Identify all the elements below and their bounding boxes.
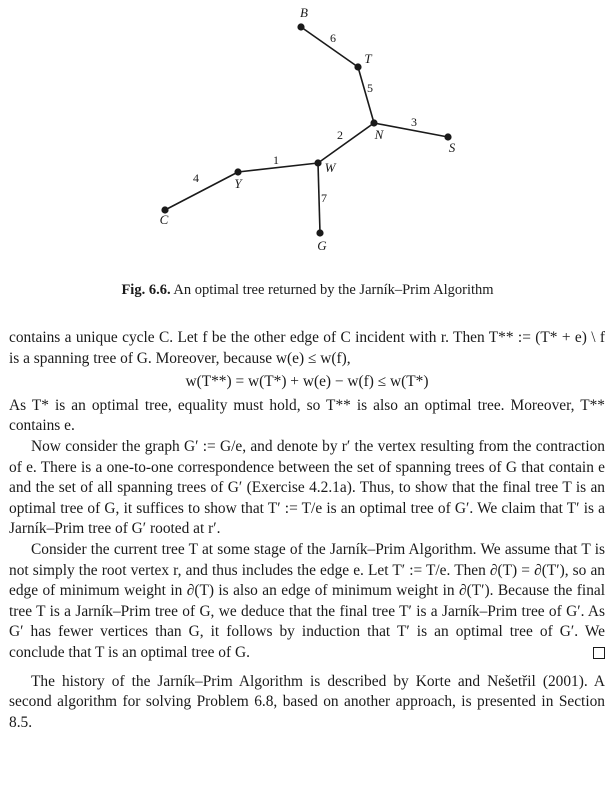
- vertex-T: [354, 63, 361, 70]
- paragraph-2: As T* is an optimal tree, equality must hold, so T** is also an optimal tree. Moreover, T** contains e.: [9, 396, 605, 435]
- caption-text: An optimal tree returned by the Jarník–Prim Algorithm: [173, 282, 494, 298]
- vertex-B: [297, 23, 304, 30]
- vertex-N: [370, 119, 377, 126]
- edge-W-G: [318, 163, 320, 233]
- figure-caption: [0, 282, 615, 299]
- paragraph-3: Now consider the graph G′ := G/e, and denote by r′ the vertex resulting from the contraction of e. There is a one-to-one correspondence between the set of spanning trees of G that contain e and the set of all spanning trees of G′ (Exercise 4.2.1a). Thus, to show that the final tree T is an optimal tree of G, it suffices to show that T′ := T/e is an optimal tree of G′. We claim that T′ is a Jarník–Prim tree of G′ rooted at r′.: [9, 437, 605, 538]
- vertex-label-C: C: [159, 212, 169, 227]
- edge-weight-C-Y: 4: [193, 171, 199, 185]
- edge-weight-B-T: 6: [330, 31, 336, 45]
- paragraph-4-text: Consider the current tree T at some stage of the Jarník–Prim Algorithm. We assume that T is not simply the root vertex r, and thus includes the edge e. Let T′ := T/e. Then ∂(T) = ∂(T′), so an edge of minimum weight in ∂(T) is also an edge of minimum weight in ∂(T′). Because the final tree T is a Jarník–Prim tree of G, we deduce that the final tree T′ is a Jarník–Prim tree of G′. As G′ has fewer vertices than G, it follows by induction that T′ is an optimal tree of G′. We conclude that T is an optimal tree of G.: [9, 540, 605, 661]
- edge-weight-N-S: 3: [411, 115, 417, 129]
- edge-weight-T-N: 5: [367, 81, 373, 95]
- vertex-label-B: B: [300, 5, 308, 20]
- vertex-Y: [234, 168, 241, 175]
- vertex-label-W: W: [324, 160, 336, 175]
- edge-weight-W-G: 7: [321, 191, 327, 205]
- paragraph-4: [9, 540, 605, 664]
- display-equation: w(T**) = w(T*) + w(e) − w(f) ≤ w(T*): [185, 373, 429, 391]
- edge-T-N: [358, 67, 374, 123]
- vertex-G: [316, 229, 323, 236]
- body-text: [9, 328, 605, 733]
- vertex-label-Y: Y: [234, 176, 242, 191]
- paragraph-5: The history of the Jarník–Prim Algorithm is described by Korte and Nešetřil (2001). A second algorithm for solving Problem 6.8, based on another approach, is presented in Section 8.5.: [9, 672, 605, 731]
- vertex-W: [314, 159, 321, 166]
- qed-box-icon: [593, 647, 605, 659]
- edge-C-Y: [165, 172, 238, 210]
- tree-diagram: [0, 0, 615, 270]
- vertex-label-S: S: [448, 140, 456, 155]
- caption-label: Fig. 6.6.: [121, 282, 171, 298]
- tree-figure: [0, 0, 615, 270]
- edge-weight-Y-W: 1: [273, 153, 279, 167]
- paragraph-1: contains a unique cycle C. Let f be the other edge of C incident with r. Then T** := (T* + e) \ f is a spanning tree of G. Moreover, because w(e) ≤ w(f),: [9, 329, 605, 367]
- vertex-label-T: T: [364, 51, 372, 66]
- vertex-label-G: G: [317, 238, 327, 253]
- vertex-label-N: N: [374, 127, 384, 142]
- edge-weight-W-N: 2: [337, 128, 343, 142]
- edge-W-N: [318, 123, 374, 163]
